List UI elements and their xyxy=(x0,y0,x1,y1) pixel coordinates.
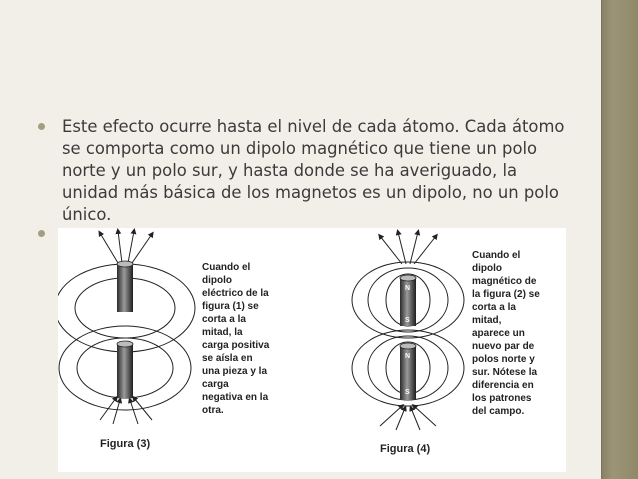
figure3-caption-line: dipolo xyxy=(202,275,232,286)
pole-label: S xyxy=(405,317,410,324)
figure4-field-lines xyxy=(352,232,464,430)
figure4-caption-line: mitad, xyxy=(472,315,502,326)
figure3-caption-line: carga positiva xyxy=(202,340,270,351)
pole-label: S xyxy=(405,389,410,396)
figure4-caption xyxy=(472,250,543,417)
slide-body xyxy=(38,116,566,226)
figure4-caption-line: nuevo par de xyxy=(472,341,535,352)
figure4-caption-line: dipolo xyxy=(472,263,502,274)
figure3-caption-line: mitad, la xyxy=(202,327,243,338)
dipole-diagram-image xyxy=(58,228,566,472)
figure3-caption xyxy=(202,262,272,416)
figure3-caption-line: una pieza y la xyxy=(202,366,268,377)
dipole-diagram-svg xyxy=(58,228,566,472)
figure4-caption-line: los patrones xyxy=(472,393,532,404)
figure4-label: Figura (4) xyxy=(380,443,431,455)
pole-label: N xyxy=(405,353,411,360)
figure4-caption-line: del campo. xyxy=(472,406,525,417)
figure3-caption-line: negativa en la xyxy=(202,392,269,403)
bullet-dot-icon xyxy=(38,123,45,130)
bullet-item xyxy=(38,116,566,226)
figure3-caption-line: eléctrico de la xyxy=(202,288,269,299)
figure3-caption-line: Cuando el xyxy=(202,262,251,273)
figure3-caption-line: figura (1) se xyxy=(202,301,259,312)
figure4-caption-line: diferencia en xyxy=(472,380,534,391)
figure4-caption-line: polos norte y xyxy=(472,354,535,365)
figure4-caption-line: Cuando el xyxy=(472,250,521,261)
figure3-label: Figura (3) xyxy=(100,438,151,450)
empty-bullet-item xyxy=(38,223,58,243)
figure4-caption-line: la figura (2) se xyxy=(472,289,540,300)
figure4-caption-line: magnético de xyxy=(472,276,537,287)
figure3-caption-line: carga xyxy=(202,379,229,390)
figure4-caption-line: sur. Nótese la xyxy=(472,367,538,378)
figure4-caption-line: corta a la xyxy=(472,302,516,313)
figure3-caption-line: otra. xyxy=(202,405,224,416)
figure3-caption-line: corta a la xyxy=(202,314,246,325)
figure3-caption-line: se aísla en xyxy=(202,353,253,364)
bullet-text: Este efecto ocurre hasta el nivel de cada átomo. Cada átomo se comporta como un dipolo magnético que tiene un polo norte y un polo sur, y hasta donde se ha averiguado, la unidad más básica de los magnetos es un dipolo, no un polo único. xyxy=(62,117,565,224)
figure4-caption-line: aparece un xyxy=(472,328,525,339)
pole-label: N xyxy=(405,285,411,292)
slide-sidebar-bar xyxy=(601,0,638,479)
figure3-cylinders xyxy=(117,261,133,398)
bullet-dot-icon xyxy=(38,230,45,237)
